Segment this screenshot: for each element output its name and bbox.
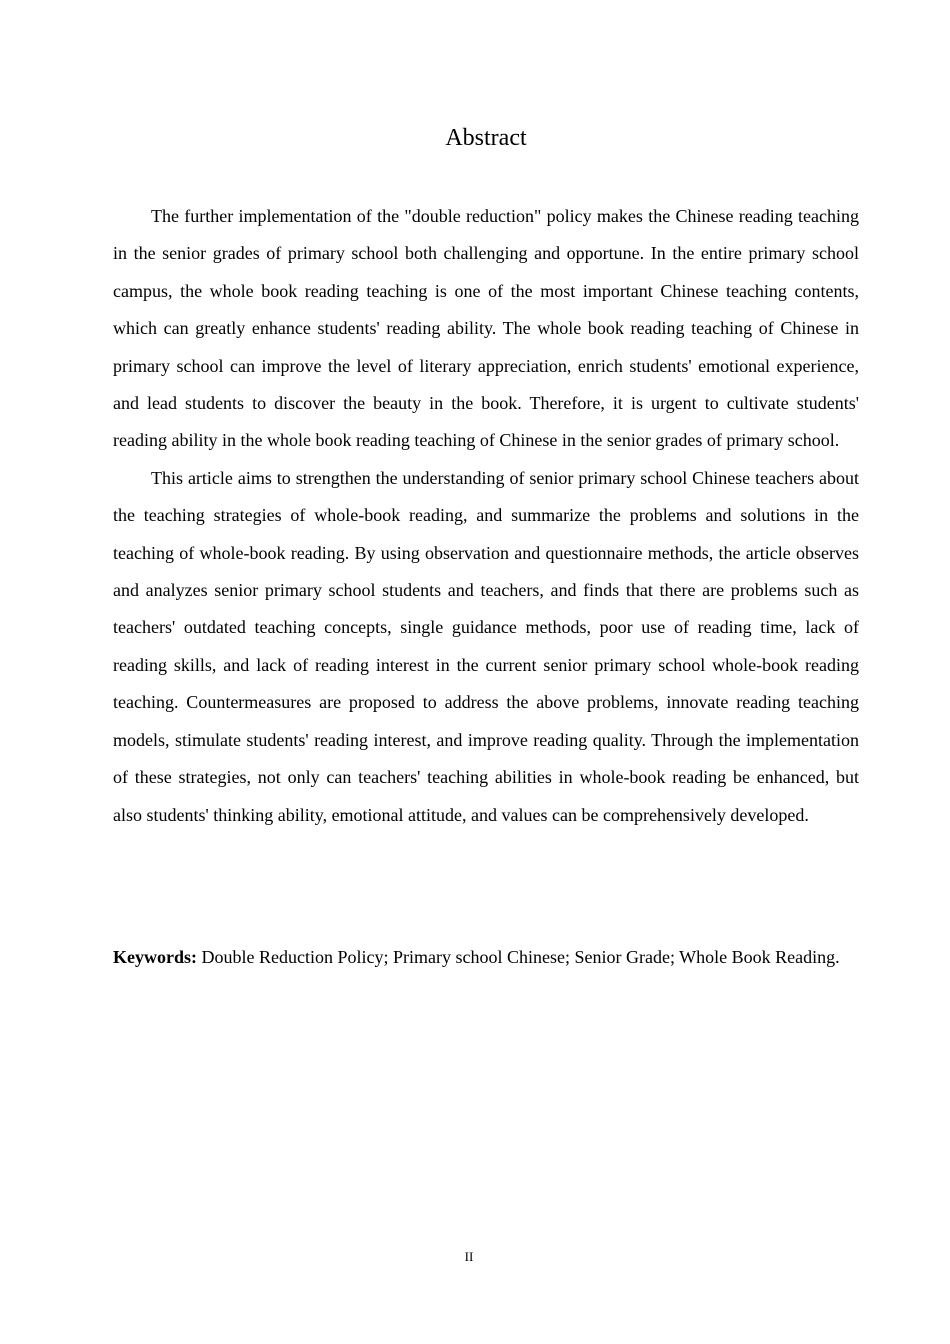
page-title: Abstract — [445, 125, 527, 151]
keywords-line — [113, 939, 859, 976]
page-number: II — [464, 1249, 474, 1264]
keyword-item: Primary school Chinese — [393, 947, 565, 967]
keyword-item: Whole Book Reading. — [679, 947, 840, 967]
abstract-body — [113, 198, 859, 834]
keywords-label: Keywords: — [113, 947, 197, 967]
keyword-separator: ; — [669, 947, 680, 967]
keyword-separator: ; — [564, 947, 575, 967]
keyword-separator: ; — [383, 947, 393, 967]
keyword-item: Double Reduction Policy — [201, 947, 384, 967]
keyword-item: Senior Grade — [574, 947, 670, 967]
abstract-paragraph-2: This article aims to strengthen the understanding of senior primary school Chinese teachers about the teaching strategies of whole-book reading, and summarize the problems and solutions in the teaching of whole-book reading. By using observation and questionnaire methods, the article observes and analyzes senior primary school students and teachers, and finds that there are problems such as teachers' outdated teaching concepts, single guidance methods, poor use of reading time, lack of reading skills, and lack of reading interest in the current senior primary school whole-book reading teaching. Countermeasures are proposed to address the above problems, innovate reading teaching models, stimulate students' reading interest, and improve reading quality. Through the implementation of these strategies, not only can teachers' teaching abilities in whole-book reading be enhanced, but also students' thinking ability, emotional attitude, and values can be comprehensively developed. — [113, 467, 859, 825]
abstract-paragraph-1: The further implementation of the "double reduction" policy makes the Chinese reading teaching in the senior grades of primary school both challenging and opportune. In the entire primary school campus, the whole book reading teaching is one of the most important Chinese teaching contents, which can greatly enhance students' reading ability. The whole book reading teaching of Chinese in primary school can improve the level of literary appreciation, enrich students' emotional experience, and lead students to discover the beauty in the book. Therefore, it is urgent to cultivate students' reading ability in the whole book reading teaching of Chinese in the senior grades of primary school. — [113, 206, 859, 451]
